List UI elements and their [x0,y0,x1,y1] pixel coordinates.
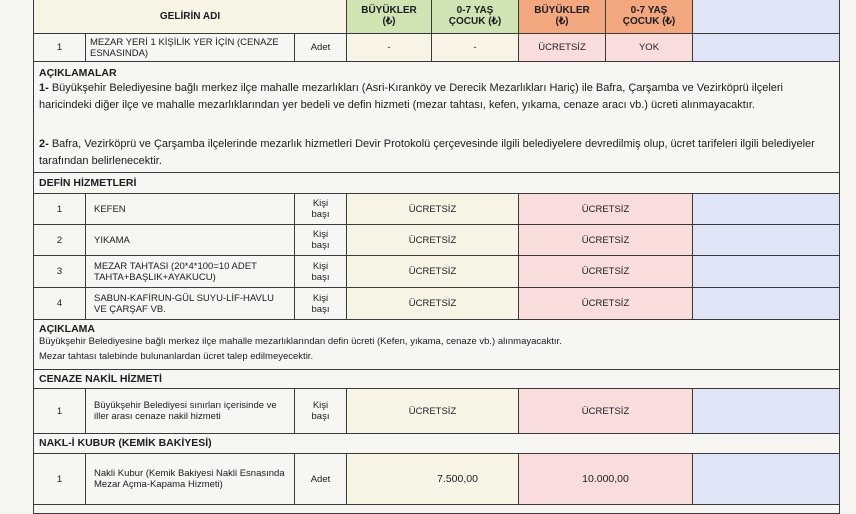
header-children-2 [605,0,693,34]
grave-no [33,33,86,62]
transport-price-1-text: ÜCRETSİZ [408,405,457,417]
grave-adult-price-2-text: ÜCRETSİZ [538,42,586,53]
burial-row-1-no [33,193,86,225]
burial-row-4-price-2 [518,287,693,320]
transport-no [33,388,86,434]
grave-adult-price-2 [518,33,606,62]
transport-price-2-text: ÜCRETSİZ [581,405,630,417]
header-adults-label-2: BÜYÜKLER (₺) [534,5,590,27]
exhumation-unit [294,453,347,505]
burial-title: DEFİN HİZMETLERİ [39,177,137,189]
explanation-item-2 [39,136,829,169]
grave-child-price-2 [605,33,693,62]
grave-adult-price [346,33,432,62]
explanation-item-2-text: Bafra, Vezirköprü ve Çarşamba ilçelerinde mezarlık hizmetleri Devir Protokolü çerçevesinde ilgili belediyelere devredilmiş olup, ücret tarifeleri ilgili belediyeler tarafından belirlenecektir. [39,138,815,167]
explanation-item-1-prefix: 1- [39,82,49,94]
burial-row-1-price-1 [346,193,519,225]
burial-row-2-no [33,224,86,256]
grave-extra [692,33,840,62]
burial-row-4-unit-text: Kişi başı [311,292,330,315]
exhumation-no-text: 1 [56,473,63,485]
burial-row-1-price-2 [518,193,693,225]
burial-row-3-price-2 [518,255,693,288]
header-adults-label: BÜYÜKLER (₺) [361,5,417,27]
exhumation-no [33,453,86,505]
header-extra [692,0,840,34]
burial-row-1-extra [692,193,840,225]
burial-row-4-name [85,287,295,320]
burial-row-2-price-1-text: ÜCRETSİZ [408,234,457,246]
exhumation-extra [692,453,840,505]
explanations-title: AÇIKLAMALAR [39,67,117,79]
exhumation-price-2 [518,453,693,505]
burial-row-4-no-text: 4 [56,298,63,309]
header-item-name [33,0,347,34]
transport-extra [692,388,840,434]
header-adults [346,0,432,34]
burial-row-3-no-text: 3 [56,266,63,277]
burial-row-3-unit-text: Kişi başı [311,260,330,283]
grave-child-price-text: - [473,42,477,53]
burial-row-4-name-text: SABUN-KAFİRUN-GÜL SUYU-LİF-HAVLU VE ÇARŞAF VB. [94,292,274,315]
burial-row-2-name-text: YIKAMA [94,234,130,246]
burial-row-2-price-2-text: ÜCRETSİZ [581,234,630,246]
note-line-2: Mezar tahtası talebinde bulunanlardan ücret talep edilmeyecektir. [39,351,314,362]
exhumation-price-1 [346,453,519,505]
burial-row-3-price-1-text: ÜCRETSİZ [408,266,457,277]
exhumation-name [85,453,295,505]
transport-unit [294,388,347,434]
burial-row-1-unit-text: Kişi başı [311,198,330,220]
exhumation-price-1-text: 7.500,00 [437,473,478,485]
burial-title-row [33,172,840,194]
explanation-item-1 [39,80,829,113]
note-title: AÇIKLAMA [39,323,95,335]
header-children [431,0,519,34]
transport-price-2 [518,388,693,434]
burial-row-3-price-1 [346,255,519,288]
burial-row-3-no [33,255,86,288]
header-children-label: 0-7 YAŞ ÇOCUK (₺) [448,5,502,27]
burial-row-2-unit-text: Kişi başı [311,229,330,251]
transport-name-text: Büyükşehir Belediyesi sınırları içerisinde ve iller arası cenaze nakil hizmeti [94,400,277,422]
transport-price-1 [346,388,519,434]
burial-row-3-name [85,255,295,288]
burial-row-4-price-2-text: ÜCRETSİZ [581,298,630,309]
header-children-label-2: 0-7 YAŞ ÇOCUK (₺) [622,5,676,27]
exhumation-price-2-text: 10.000,00 [582,473,629,485]
grave-unit [294,33,347,62]
transport-name [85,388,295,434]
grave-adult-price-text: - [387,42,391,53]
transport-unit-text: Kişi başı [311,400,330,422]
grave-no-text: 1 [56,42,63,53]
burial-row-4-extra [692,287,840,320]
transport-no-text: 1 [56,405,63,417]
grave-child-price [431,33,519,62]
header-adults-2 [518,0,606,34]
burial-row-4-no [33,287,86,320]
note-line-1: Büyükşehir Belediyesine bağlı merkez ilçe mahalle mezarlıklarından defin ücreti (Kefen, yıkama, cenaze vb.) alınmayacaktır. [39,336,562,347]
burial-row-1-price-2-text: ÜCRETSİZ [581,203,630,215]
burial-row-2-no-text: 2 [56,234,63,246]
burial-row-2-price-1 [346,224,519,256]
exhumation-title: NAKL-İ KUBUR (KEMİK BAKİYESİ) [39,437,212,449]
burial-row-4-price-1 [346,287,519,320]
grave-unit-text: Adet [310,42,331,53]
transport-title: CENAZE NAKİL HİZMETİ [39,373,162,385]
burial-row-2-price-2 [518,224,693,256]
burial-row-4-unit [294,287,347,320]
burial-row-3-name-text: MEZAR TAHTASI (20*4*100=10 ADET TAHTA+BAŞLIK+AYAKUCU) [94,260,257,283]
exhumation-unit-text: Adet [310,473,331,485]
burial-row-1-no-text: 1 [56,203,63,215]
grave-child-price-2-text: YOK [638,42,660,53]
burial-row-2-unit [294,224,347,256]
grave-name-text: MEZAR YERİ 1 KİŞİLİK YER İÇİN (CENAZE ESNASINDA) [90,36,279,59]
explanation-item-2-prefix: 2- [39,138,49,150]
exhumation-name-text: Nakli Kubur (Kemik Bakiyesi Nakli Esnasında Mezar Açma-Kapama Hizmeti) [94,468,285,490]
header-item-name-label: GELİRİN ADI [159,10,221,22]
burial-row-2-extra [692,224,840,256]
explanation-item-1-text: Büyükşehir Belediyesine bağlı merkez ilçe mahalle mezarlıkları (Asri-Kıranköy ve Derecik Mezarlıkları Hariç) ile Bafra, Çarşamba ve Vezirköprü ilçeleri haricindeki diğer ilçe ve mahalle mezarlıklarından yer bedeli ve defin hizmeti (mezar tahtası, kefen, yıkama, cenaze aracı vb.) ücreti alınmayacaktır. [39,82,783,111]
next-section-edge [33,504,840,514]
burial-row-1-unit [294,193,347,225]
grave-name [85,33,295,62]
burial-row-3-price-2-text: ÜCRETSİZ [581,266,630,277]
burial-row-3-unit [294,255,347,288]
burial-row-1-price-1-text: ÜCRETSİZ [408,203,457,215]
burial-row-1-name [85,193,295,225]
burial-row-1-name-text: KEFEN [94,203,126,215]
burial-row-4-price-1-text: ÜCRETSİZ [408,298,457,309]
burial-row-2-name [85,224,295,256]
burial-row-3-extra [692,255,840,288]
